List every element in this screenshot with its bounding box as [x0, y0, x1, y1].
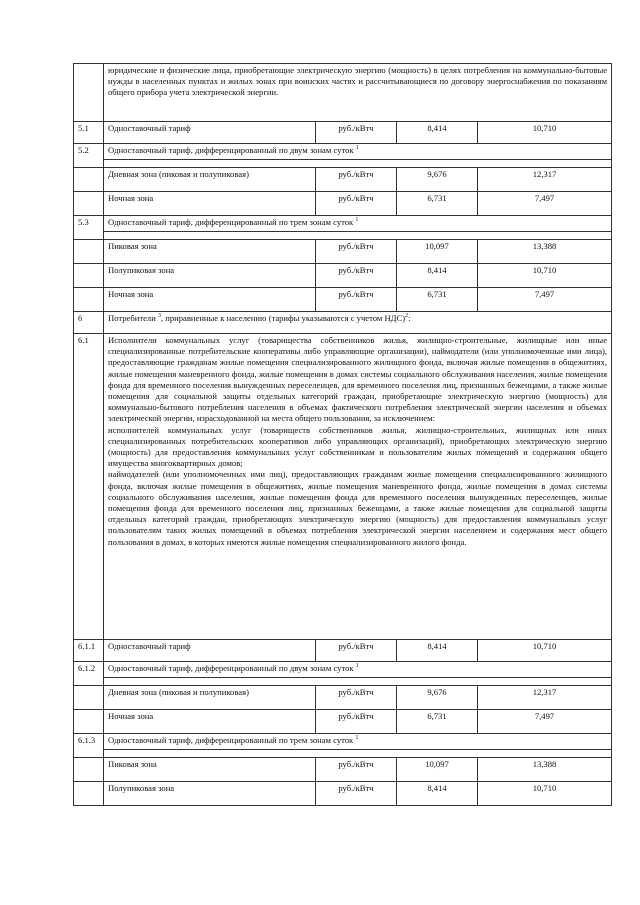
row-number [74, 264, 104, 288]
unit-cell: руб./кВтч [316, 686, 397, 710]
section-heading [104, 662, 612, 678]
spacer [104, 160, 612, 168]
section-heading [104, 144, 612, 160]
table-row [74, 64, 612, 122]
unit-cell: руб./кВтч [316, 758, 397, 782]
value-cell: 10,710 [478, 640, 612, 662]
table-row [74, 288, 612, 312]
table-row [74, 122, 612, 144]
table-row [74, 662, 612, 678]
section-heading [104, 312, 612, 334]
section-heading [104, 734, 612, 750]
value-cell: 8,414 [397, 122, 478, 144]
tariff-name: Одноставочный тариф [104, 122, 316, 144]
table-row [74, 240, 612, 264]
table-row [74, 710, 612, 734]
table-row [74, 232, 612, 240]
row-number: 6.1 [74, 334, 104, 640]
row-number: 6.1.1 [74, 640, 104, 662]
table-row [74, 168, 612, 192]
value-cell: 10,710 [478, 264, 612, 288]
value-cell: 9,676 [397, 168, 478, 192]
table-row [74, 216, 612, 232]
value-cell: 8,414 [397, 640, 478, 662]
value-cell: 10,097 [397, 240, 478, 264]
table-row [74, 160, 612, 168]
row-number: 6.1.3 [74, 734, 104, 758]
section-heading [104, 216, 612, 232]
unit-cell: руб./кВтч [316, 192, 397, 216]
row-number [74, 240, 104, 264]
heading-text: Одноставочный тариф, дифференцированный по трем зонам суток [108, 735, 354, 745]
value-cell: 10,097 [397, 758, 478, 782]
value-cell: 10,710 [478, 782, 612, 806]
footnote-mark: 1 [355, 663, 359, 670]
row-number [74, 710, 104, 734]
row-number: 6 [74, 312, 104, 334]
value-cell: 6,731 [397, 710, 478, 734]
table-row [74, 334, 612, 640]
table-row [74, 640, 612, 662]
table-row [74, 144, 612, 160]
zone-name: Пиковая зона [104, 758, 316, 782]
row-number [74, 686, 104, 710]
heading-text: , приравненные к населению (тарифы указываются с учетом НДС) [160, 313, 406, 323]
row-number [74, 168, 104, 192]
table-row [74, 782, 612, 806]
table-row [74, 758, 612, 782]
row-number: 5.3 [74, 216, 104, 240]
zone-name: Полупиковая зона [104, 782, 316, 806]
table-row [74, 264, 612, 288]
tariff-name: Одноставочный тариф [104, 640, 316, 662]
unit-cell: руб./кВтч [316, 288, 397, 312]
value-cell: 12,317 [478, 686, 612, 710]
value-cell: 8,414 [397, 782, 478, 806]
unit-cell: руб./кВтч [316, 122, 397, 144]
heading-text: Одноставочный тариф, дифференцированный по двум зонам суток [108, 663, 354, 673]
footnote-mark: 2 [405, 313, 409, 320]
table-row [74, 678, 612, 686]
value-cell: 7,497 [478, 192, 612, 216]
row-number [74, 782, 104, 806]
footnote-mark: 1 [355, 145, 359, 152]
footnote-mark: 1 [355, 735, 359, 742]
table-row [74, 750, 612, 758]
value-cell: 6,731 [397, 192, 478, 216]
table-row [74, 734, 612, 750]
table-row [74, 312, 612, 334]
zone-name: Ночная зона [104, 710, 316, 734]
row-number [74, 758, 104, 782]
zone-name: Пиковая зона [104, 240, 316, 264]
zone-name: Дневная зона (пиковая и полупиковая) [104, 686, 316, 710]
value-cell: 8,414 [397, 264, 478, 288]
table-row [74, 192, 612, 216]
tariff-table [73, 63, 612, 806]
heading-text: Одноставочный тариф, дифференцированный по двум зонам суток [108, 145, 354, 155]
unit-cell: руб./кВтч [316, 640, 397, 662]
spacer [104, 750, 612, 758]
value-cell: 6,731 [397, 288, 478, 312]
row-number [74, 64, 104, 122]
zone-name: Ночная зона [104, 192, 316, 216]
row-number [74, 288, 104, 312]
unit-cell: руб./кВтч [316, 240, 397, 264]
value-cell: 13,388 [478, 240, 612, 264]
value-cell: 13,388 [478, 758, 612, 782]
value-cell: 10,710 [478, 122, 612, 144]
row-number [74, 192, 104, 216]
unit-cell: руб./кВтч [316, 168, 397, 192]
row-number: 5.1 [74, 122, 104, 144]
unit-cell: руб./кВтч [316, 264, 397, 288]
value-cell: 7,497 [478, 710, 612, 734]
zone-name: Ночная зона [104, 288, 316, 312]
heading-text: : [408, 313, 411, 323]
footnote-mark: 3 [157, 313, 161, 320]
heading-text: Одноставочный тариф, дифференцированный по трем зонам суток [108, 217, 354, 227]
table-row [74, 686, 612, 710]
value-cell: 9,676 [397, 686, 478, 710]
unit-cell: руб./кВтч [316, 710, 397, 734]
intro-text: юридические и физические лица, приобретающие электрическую энергию (мощность) в целях потребления на коммунально-бытовые нужды в населенных пунктах и жилых зонах при воинских частях и рассчитывающиеся по договору энергоснабжения по показаниям общего прибора учета электрической энергии. [104, 64, 612, 122]
value-cell: 7,497 [478, 288, 612, 312]
consumer-description: Исполнители коммунальных услуг (товарищества собственников жилья, жилищно-строительные, жилищные или иные специализированные потребительские кооперативы либо управляющие организации), наймодатели (или уполномоченные ими лица), предоставляющие гражданам жилые помещения специализированного жилищного фонда, включая жилые помещения в общежитиях, жилые помещения маневренного фонда, жилые помещения в домах системы социального обслуживания населения, жилые помещения фонда для временного поселения вынужденных переселенцев, для временного поселения лиц, признанных беженцами, а также жилые помещения для социальной защиты отдельных категорий граждан, приобретающие электрическую энергию (мощность) для коммунально-бытового потребления населения в объемах фактического потребления электрической энергии населения и объемах электрической энергии, израсходованной на места общего пользования, за исключением: исполнителей коммунальных услуг (товариществ собственников жилья, жилищно-строительных, жилищных или иных специализированных потребительских кооперативов либо управляющих организаций), приобретающих электрическую энергию (мощность) для предоставления коммунальных услуг собственникам и пользователям жилых помещений и содержания общего имущества многоквартирных домов; наймодателей (или уполномоченных ими лиц), предоставляющих гражданам жилые помещения специализированного жилищного фонда, включая жилые помещения в общежитиях, жилые помещения маневренного фонда, жилые помещения в домах системы социального обслуживания населения, жилые помещения фонда для временного поселения вынужденных переселенцев, жилые помещения фонда для временного поселения лиц, признанных беженцами, а также жилые помещения для социальной защиты отдельных категорий граждан, приобретающих электрическую энергию (мощность) для предоставления коммунальных услуг пользователям таких жилых помещений в объемах потребления электрической энергии населением и содержания мест общего пользования в домах, в которых имеются жилые помещения специализированного жилого фонда. [104, 334, 612, 640]
unit-cell: руб./кВтч [316, 782, 397, 806]
spacer [104, 678, 612, 686]
spacer [104, 232, 612, 240]
row-number: 5.2 [74, 144, 104, 168]
row-number: 6.1.2 [74, 662, 104, 686]
zone-name: Полупиковая зона [104, 264, 316, 288]
footnote-mark: 1 [355, 217, 359, 224]
heading-text: Потребители [108, 313, 156, 323]
zone-name: Дневная зона (пиковая и полупиковая) [104, 168, 316, 192]
value-cell: 12,317 [478, 168, 612, 192]
